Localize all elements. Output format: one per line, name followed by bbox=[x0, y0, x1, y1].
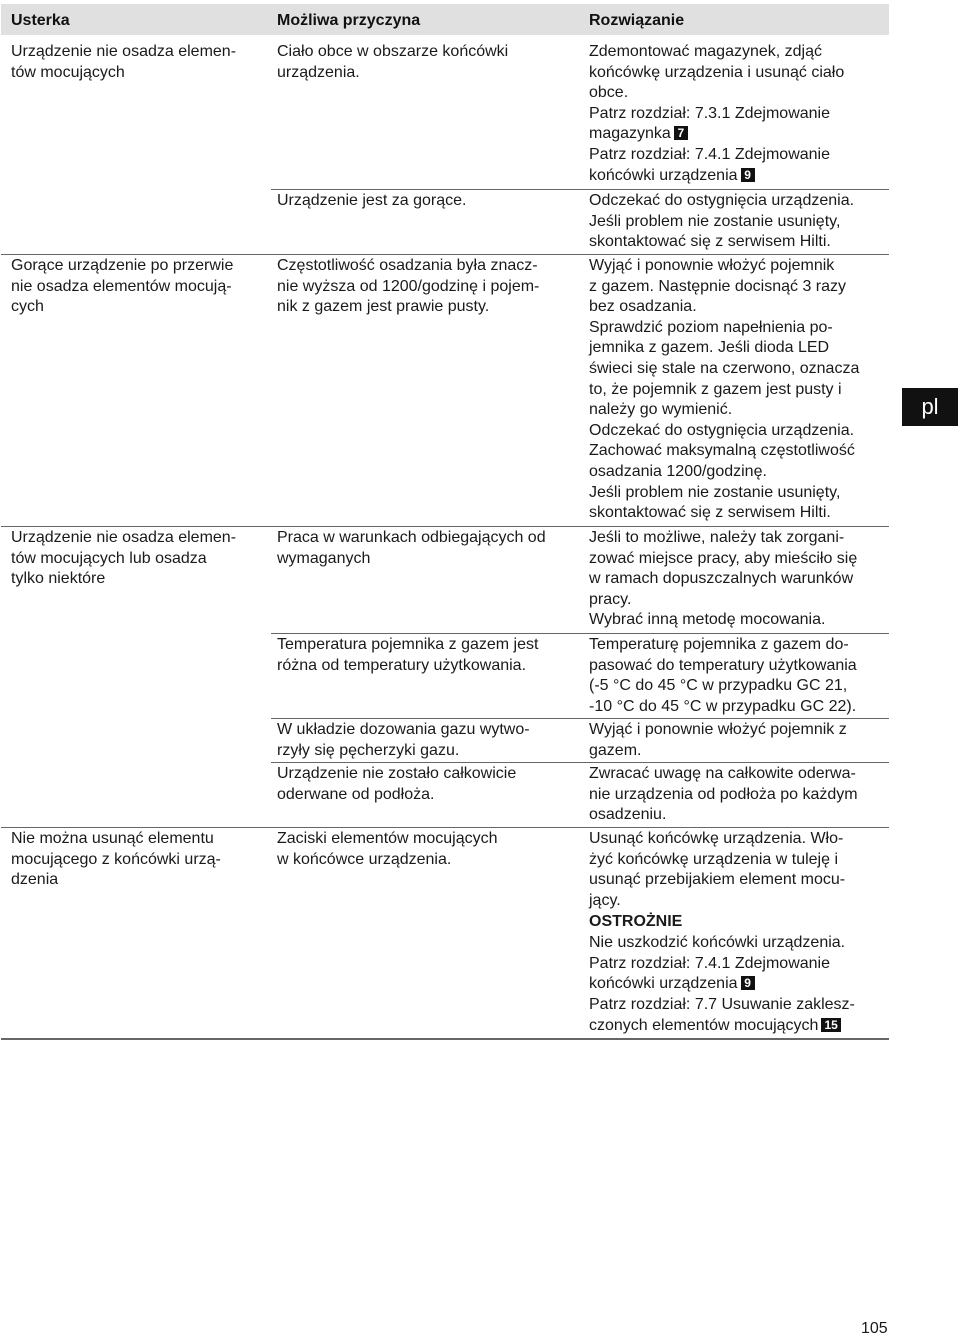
figure-ref-badge: 9 bbox=[741, 976, 755, 990]
figure-ref-badge: 7 bbox=[674, 126, 688, 140]
row-divider bbox=[271, 718, 889, 719]
troubleshooting-table bbox=[1, 4, 889, 1034]
solution-3a: Jeśli to możliwe, należy tak zorgani- zować miejsce pracy, aby mieściło się w ramach dopuszczalnych warunków pracy. Wybrać inną metodę mocowania. bbox=[589, 529, 858, 629]
solution-2: Wyjąć i ponownie włożyć pojemnik z gazem. Następnie docisnąć 3 razy bez osadzania. Sprawdzić poziom napełnienia po- jemnika z gazem. Jeśli dioda LED świeci się stale na czerwono, oznacza to, że pojemnik z gazem jest pusty i należy go wymienić. Odczekać do ostygnięcia urządzenia. Zachować maksymalną częstotliwość osadzania 1200/godzinę. Jeśli problem nie zostanie usunięty, skontaktować się z serwisem Hilti. bbox=[589, 257, 860, 522]
fault-2: Gorące urządzenie po przerwie nie osadza elementów mocują- cych bbox=[11, 257, 234, 316]
solution-1a-2-text: Patrz rozdział: 7.4.1 Zdejmowanie końcówki urządzenia bbox=[589, 146, 830, 184]
solution-4-ref-1-text: Nie uszkodzić końcówki urządzenia. Patrz rozdział: 7.4.1 Zdejmowanie końcówki urządzenia bbox=[589, 934, 846, 993]
fault-3: Urządzenie nie osadza elemen- tów mocujących lub osadza tylko niektóre bbox=[11, 529, 237, 588]
cause-3d: Urządzenie nie zostało całkowicie oderwane od podłoża. bbox=[277, 765, 517, 803]
header-cause: Możliwa przyczyna bbox=[277, 12, 421, 29]
solution-4-ref-2-text: Patrz rozdział: 7.7 Usuwanie zaklesz- czonych elementów mocujących bbox=[589, 996, 855, 1034]
cause-4: Zaciski elementów mocujących w końcówce urządzenia. bbox=[277, 830, 498, 868]
solution-4-ref-1 bbox=[589, 933, 889, 995]
solution-1a bbox=[589, 42, 889, 145]
row-divider bbox=[1, 827, 889, 828]
solution-3b: Temperaturę pojemnika z gazem do- pasować do temperatury użytkowania (-5 °C do 45 °C w przypadku GC 21, -10 °C do 45 °C w przypadku GC 22). bbox=[589, 636, 857, 715]
cause-1a: Ciało obce w obszarze końcówki urządzenia. bbox=[277, 43, 509, 81]
row-divider bbox=[271, 633, 889, 634]
solution-1a-text: Zdemontować magazynek, zdjąć końcówkę urządzenia i usunąć ciało obce. Patrz rozdział: 7.3.1 Zdejmowanie magazynka bbox=[589, 43, 845, 143]
figure-ref-badge: 15 bbox=[821, 1018, 840, 1032]
cause-3b: Temperatura pojemnika z gazem jest różna od temperatury użytkowania. bbox=[277, 636, 539, 674]
table-bottom-rule bbox=[1, 1038, 889, 1040]
solution-3c: Wyjąć i ponownie włożyć pojemnik z gazem. bbox=[589, 721, 847, 759]
cause-2: Częstotliwość osadzania była znacz- nie wyższa od 1200/godzinę i pojem- nik z gazem jest prawie pusty. bbox=[277, 257, 540, 316]
figure-ref-badge: 9 bbox=[741, 168, 755, 182]
caution-label: OSTROŻNIE bbox=[589, 913, 683, 930]
page-number: 105 bbox=[861, 1320, 888, 1337]
solution-4-ref-2 bbox=[589, 995, 889, 1036]
language-tab: pl bbox=[902, 388, 958, 426]
fault-1: Urządzenie nie osadza elemen- tów mocujących bbox=[11, 43, 237, 81]
cause-3a: Praca w warunkach odbiegających od wymaganych bbox=[277, 529, 546, 567]
row-divider bbox=[1, 526, 889, 527]
cause-3c: W układzie dozowania gazu wytwo- rzyły się pęcherzyki gazu. bbox=[277, 721, 530, 759]
cause-1b: Urządzenie jest za gorące. bbox=[277, 192, 467, 209]
header-fault: Usterka bbox=[11, 12, 70, 29]
header-solution: Rozwiązanie bbox=[589, 12, 685, 29]
solution-3d: Zwracać uwagę na całkowite oderwa- nie urządzenia od podłoża po każdym osadzeniu. bbox=[589, 765, 858, 824]
solution-4: Usunąć końcówkę urządzenia. Wło- żyć końcówkę urządzenia w tuleję i usunąć przebijakiem element mocu- jący. bbox=[589, 830, 846, 909]
table-header bbox=[1, 4, 889, 35]
row-divider bbox=[271, 762, 889, 763]
row-divider bbox=[1, 254, 889, 255]
solution-1b: Odczekać do ostygnięcia urządzenia. Jeśli problem nie zostanie usunięty, skontaktować się z serwisem Hilti. bbox=[589, 192, 855, 251]
row-divider bbox=[271, 189, 889, 190]
fault-4: Nie można usunąć elementu mocującego z końcówki urzą- dzenia bbox=[11, 830, 221, 889]
solution-1a-2 bbox=[589, 145, 889, 186]
